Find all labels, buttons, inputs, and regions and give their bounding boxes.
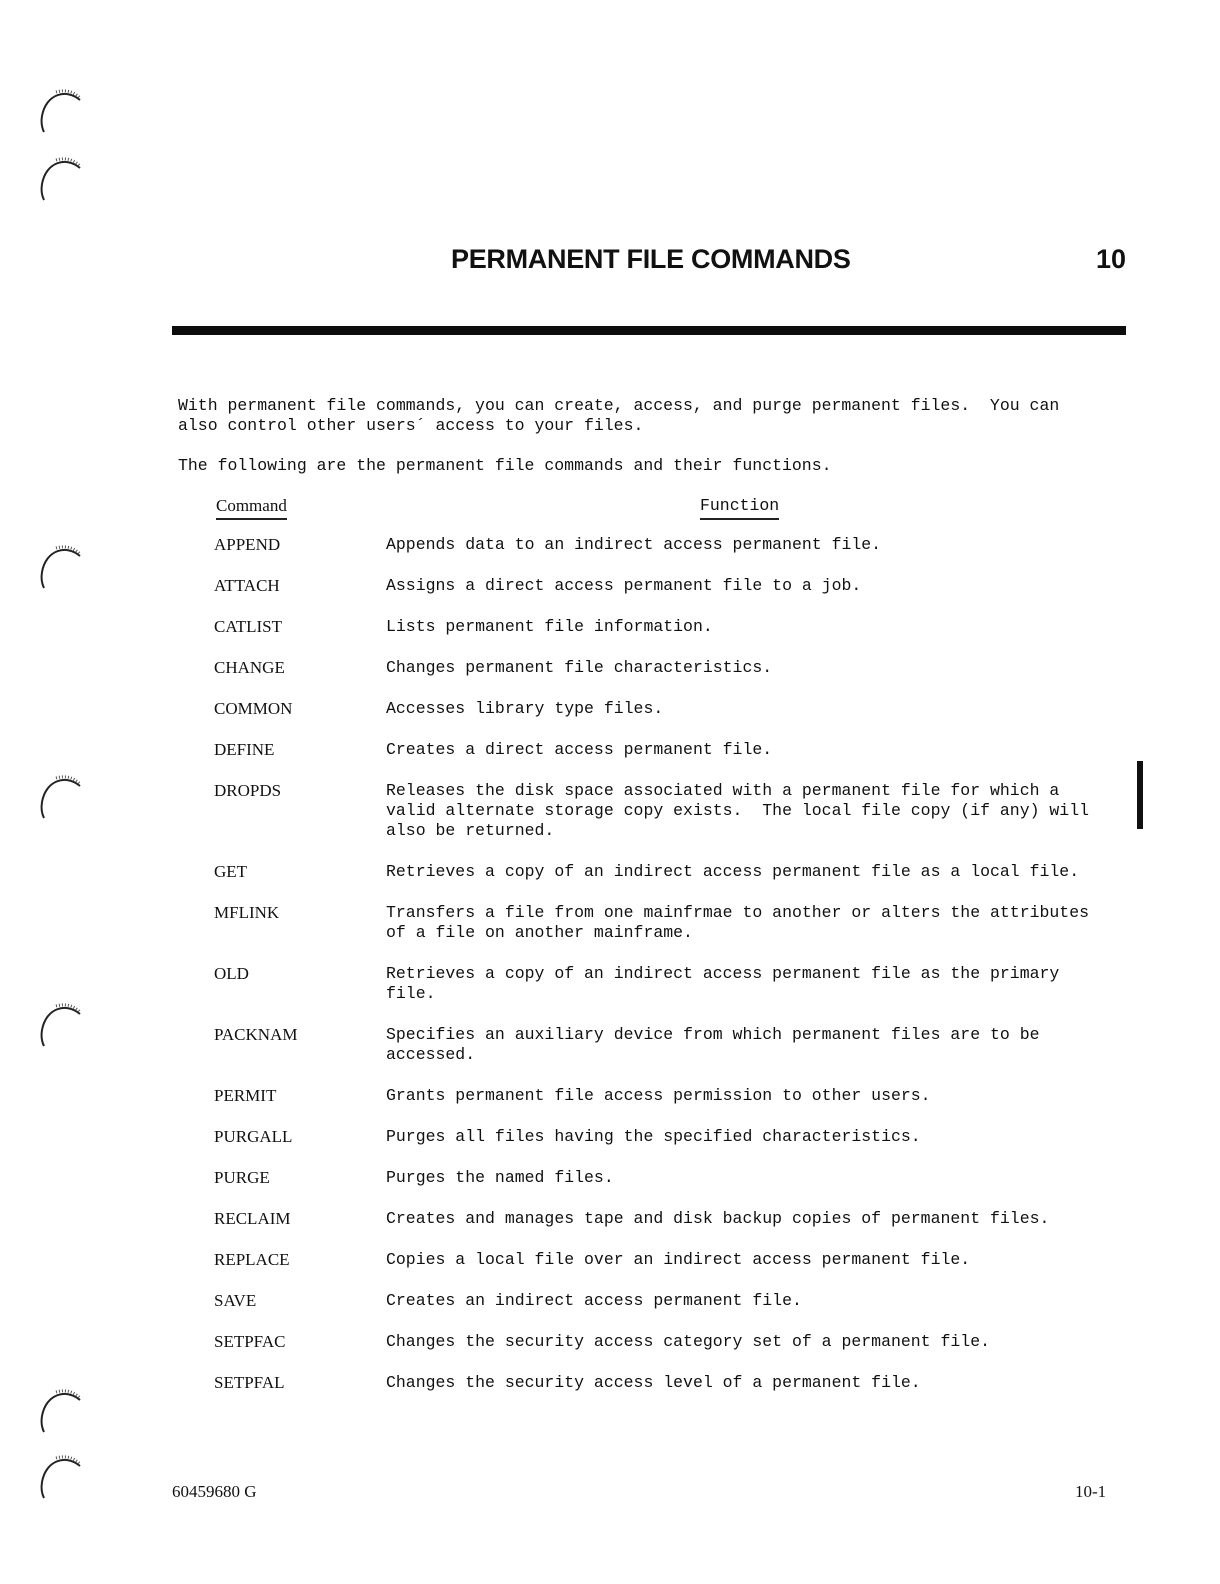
table-row [214,862,1114,882]
table-row [214,1332,1114,1352]
command-function: Creates an indirect access permanent file. [386,1291,802,1310]
function-column-header: Function [700,496,779,520]
table-row [214,1168,1114,1188]
command-name: RECLAIM [214,1209,291,1228]
command-function: Retrieves a copy of an indirect access permanent file as a local file. [386,862,1080,881]
command-name: MFLINK [214,903,280,922]
title-rule [172,326,1126,335]
command-name: DEFINE [214,740,275,759]
command-function: Changes the security access level of a permanent file. [386,1373,921,1392]
document-number: 60459680 G [172,1482,257,1501]
table-row [214,1291,1114,1311]
command-name: PURGE [214,1168,270,1187]
table-row [214,1025,1114,1065]
command-name: PURGALL [214,1127,293,1146]
command-function: Lists permanent file information. [386,617,713,636]
command-function: Releases the disk space associated with a permanent file for which a valid alternate storage copy exists. The local file copy (if any) will also be returned. [386,781,1090,840]
command-name: ATTACH [214,576,280,595]
command-function: Transfers a file from one mainfrmae to another or alters the attributes of a file on another mainframe. [386,903,1090,942]
binder-hole-mark [36,154,86,202]
command-function: Retrieves a copy of an indirect access permanent file as the primary file. [386,964,1060,1003]
revision-change-bar [1137,761,1143,829]
page-title: PERMANENT FILE COMMANDS [451,244,851,274]
binder-hole-mark [36,1386,86,1434]
table-row [214,535,1114,555]
table-row [214,1127,1114,1147]
page-number: 10-1 [1075,1482,1107,1501]
table-row [214,617,1114,637]
command-name: PERMIT [214,1086,277,1105]
command-function: Specifies an auxiliary device from which permanent files are to be accessed. [386,1025,1040,1064]
command-function: Changes permanent file characteristics. [386,658,773,677]
command-name: DROPDS [214,781,282,800]
command-name: SETPFAL [214,1373,285,1392]
command-function: Accesses library type files. [386,699,664,718]
binder-hole-mark [36,1000,86,1048]
table-row [214,903,1114,943]
table-row [214,964,1114,1004]
table-row [214,1086,1114,1106]
command-name: CATLIST [214,617,282,636]
command-name: PACKNAM [214,1025,298,1044]
command-function: Grants permanent file access permission to other users. [386,1086,931,1105]
command-function: Creates and manages tape and disk backup copies of permanent files. [386,1209,1050,1228]
command-column-header: Command [216,496,287,520]
command-function: Creates a direct access permanent file. [386,740,773,759]
command-function: Changes the security access category set of a permanent file. [386,1332,990,1351]
table-row [214,658,1114,678]
command-table [214,535,1114,1414]
command-name: REPLACE [214,1250,290,1269]
command-name: APPEND [214,535,281,554]
table-row [214,781,1114,841]
command-name: SAVE [214,1291,257,1310]
command-name: SETPFAC [214,1332,286,1351]
command-name: GET [214,862,248,881]
command-function: Purges the named files. [386,1168,614,1187]
table-row [214,576,1114,596]
command-function: Assigns a direct access permanent file to a job. [386,576,862,595]
command-function: Purges all files having the specified characteristics. [386,1127,921,1146]
binder-hole-mark [36,542,86,590]
command-name: OLD [214,964,249,983]
intro-paragraph: With permanent file commands, you can create, access, and purge permanent files. You can also control other users´ access to your files. [178,396,1060,435]
command-function: Copies a local file over an indirect access permanent file. [386,1250,971,1269]
table-row [214,699,1114,719]
command-name: COMMON [214,699,293,718]
binder-hole-mark [36,1452,86,1500]
intro-paragraph: The following are the permanent file commands and their functions. [178,456,832,475]
chapter-number: 10 [1096,244,1127,274]
table-row [214,1209,1114,1229]
table-row [214,1250,1114,1270]
table-row [214,740,1114,760]
table-row [214,1373,1114,1393]
command-name: CHANGE [214,658,285,677]
binder-hole-mark [36,86,86,134]
binder-hole-mark [36,772,86,820]
command-function: Appends data to an indirect access permanent file. [386,535,882,554]
